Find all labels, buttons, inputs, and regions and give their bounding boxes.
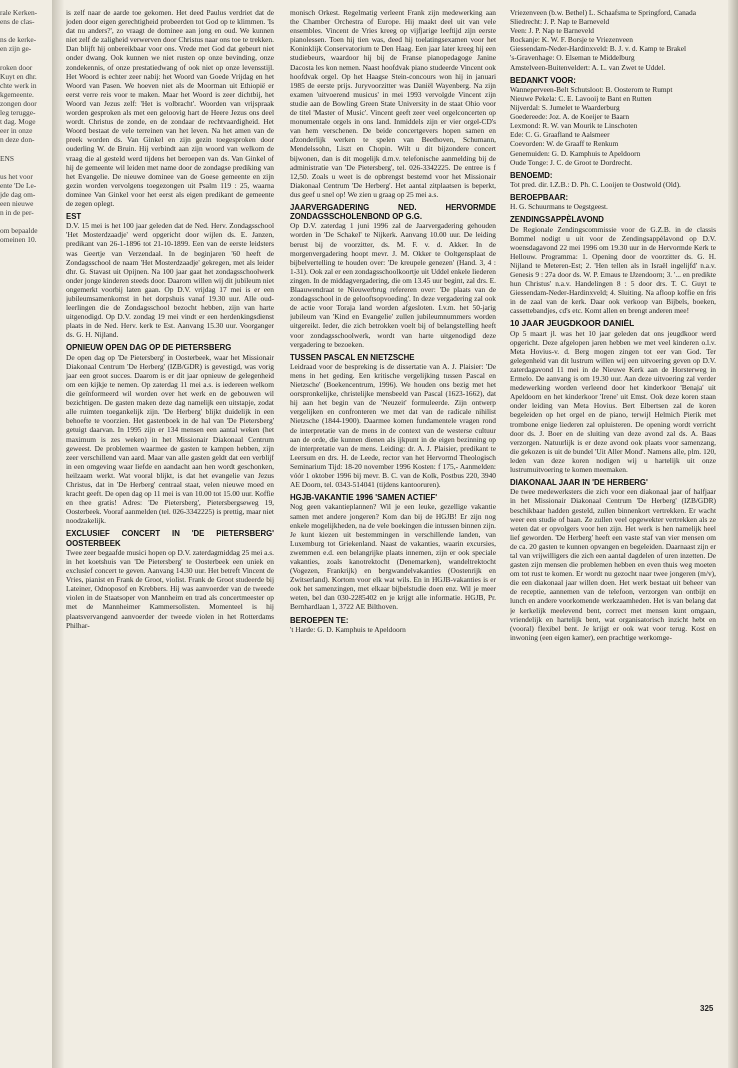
fragment-line: [0, 53, 50, 62]
article-heading: EST: [66, 212, 82, 222]
fragment-line: n in de per-: [0, 208, 34, 218]
fragment-line: [0, 163, 50, 172]
fragment-line: [0, 217, 50, 226]
fragment-line: chte werk in: [0, 80, 37, 90]
article-paragraph: Nog geen vakantieplannen? Wil je een leuke, gezellige vakantie samen met andere jongeren? Kom dan bij de HGJB! Er zijn nog enkele mogelijkheden, na de vele boekingen die intussen binnen zijn. Je kunt kiezen uit bestemmingen in verschillende landen, van Luxemburg tot Griekenland. Naast de vakanties, waarin excursies, zwemmen e.d. een belangrijke plaats innemen, zijn er ook speciale vakanties, zoals kanotrektocht (Denemarken), wandeltrektocht (Vogezen, Frankrijk) en bergwandelvakanties (Oostenrijk en Zwitserland). Kortom voor elk wat wils. En in HGJB-vakanties is er ook het samenzingen, met elkaar bijbelstudie doen enz. Wil je meer weten, bel dan 030-2285402 en je krijgt alle informatie. HGJB, Pr. Bernhardlaan 1, 3722 AE Bilthoven.: [290, 502, 496, 612]
article-paragraph: Nijverdal: S. Jumelet te Waarderburg: [510, 103, 620, 113]
fragment-line: om bepaalde: [0, 226, 38, 236]
article-paragraph: Twee zeer begaafde musici hopen op D.V. zaterdagmiddag 25 mei a.s. in het koetshuis van 'De Pietersberg' te Oosterbeek een uniek en exclusief concert te geven. Aanvang 14.30 uur. Het betreft Vincent de Vries, pianist en Frank de Groot, violist. Frank de Groot studeerde bij Lateiner, Odnoposof en Krebbers. Hij was aanvoerder van de tweede violen in de Staatsoper von Mannheim en trad als concertmeester op met de Mannheimer Kammersolisten. Momenteel is hij plaatsvervangend aanvoerder der tweede violen in het Rotterdams Philhar-: [66, 547, 274, 630]
fragment-line: ENS: [0, 153, 14, 163]
fragment-line: ens de clas-: [0, 17, 35, 27]
article-paragraph: 't Harde: G. D. Kamphuis te Apeldoorn: [290, 624, 406, 634]
article-paragraph: Nieuwe Pekela: C. E. Lavooij te Bant en Rutten: [510, 93, 652, 103]
article-paragraph: Op 5 maart jl. was het 10 jaar geleden dat ons jeugdkoor werd opgericht. Deze afgelopen jaren hebben we met veel kinderen o.l.v. Meta Hovius-v. d. Berg mogen zingen tot eer van God. Ter gelegenheid van dit lustrum willen wij een uitvoering geven op D.V. zaterdagavond 11 mei in de Nieuwe Kerk aan de Horsterweg in Ermelo. De aanvang is om 19.30 uur. Aan deze uitvoering zal verder medewerking worden verleend door het kinderkoor 'Benaja' uit Apeldoorn en het kinderkoor 'Irene' uit Emst. Ook deze koren staan onder leiding van Meta Hovius. Bert Elbertsen zal de koren begeleiden op het orgel en de piano, terwijl Helmich Pierik met trombone enige liederen zal opluisteren. De opening wordt verricht door ds. J. Boer en de sluiting van deze avond zal ds. A. Baas verzorgen. Natuurlijk is er deze avond ook plaats voor samenzang, die gekozen is uit de bundel 'Uit Aller Mond'. Namens alle, plm. 120, leden van deze koren nodigen wij u hartelijk uit onze lustrumuitvoering te komen meemaken.: [510, 328, 716, 475]
article-paragraph: Coevorden: W. de Graaff te Renkum: [510, 139, 619, 149]
article-heading: EXCLUSIEF CONCERT IN 'DE PIETERSBERG' OOSTERBEEK: [66, 529, 274, 548]
article-heading: BEDANKT VOOR:: [510, 75, 576, 85]
article-paragraph: D.V. 15 mei is het 100 jaar geleden dat de Ned. Herv. Zondagsschool 'Het Mosterdzaadje' werd opgericht door wijlen ds. E. Janzen, predikant van 26-1-1896 tot 21-10-1899. Een van de eerste leidsters was Geertje van Verzendaal. In de beginjaren '60 heeft de Zondagsschool de naam 'Het Mosterdzaadje' gekregen, met als leider dhr. G. Stavast uit Opijnen. Na 100 jaar gaat het zondagsschoolwerk onder jonge kinderen steeds door. Daarom willen wij dit jubileum niet ongemerkt voorbij laten gaan. Op D.V. vrijdag 17 mei is er een jubileumsamenkomst in het dorpshuis vanaf 19.30 uur. Alle oud-leerlingen die de Zondagsschool bezocht hebben, zijn van harte uitgenodigd. Op D.V. zondag 19 mei vindt er een herdenkingsdienst plaats in de Ned. Herv. kerk te Est. Aanvang 15.30 uur. Voorganger ds. G. H. Nijland.: [66, 221, 274, 340]
article-heading: HGJB-VAKANTIE 1996 'SAMEN ACTIEF': [290, 493, 438, 503]
column-2: [290, 8, 496, 1018]
article-heading: 10 JAAR JEUGDKOOR DANIËL: [510, 318, 635, 329]
article-heading: OPNIEUW OPEN DAG OP DE PIETERSBERG: [66, 343, 232, 353]
article-paragraph: Goedereede: Joz. A. de Koeijer te Baarn: [510, 112, 630, 122]
fragment-line: ns de kerke-: [0, 35, 37, 45]
article-paragraph: Oude Tonge: J. C. de Groot te Dordrecht.: [510, 157, 633, 167]
fragment-line: kgemeente.: [0, 89, 34, 99]
fragment-line: n deze don-: [0, 135, 35, 145]
fragment-line: jde dag om-: [0, 189, 36, 199]
fragment-line: leg terugge-: [0, 108, 36, 118]
fragment-line: zongen door: [0, 98, 37, 108]
article-paragraph: H. G. Schuurmans te Oegstgeest.: [510, 202, 608, 212]
fragment-line: Kuyt en dhr.: [0, 71, 37, 81]
article-paragraph: Ede: C. G. Graafland te Aalsmeer: [510, 130, 610, 140]
article-heading: JAARVERGADERING NED. HERVORMDE ZONDAGSSCHOLENBOND OP G.G.: [290, 202, 496, 222]
article-paragraph: is zelf naar de aarde toe gekomen. Het deed Paulus verdriet dat de joden door eigen gerechtigheid probeerden tot God op te klimmen. 'Is dat nu anders?', zo vraagt de dominee aan jong en oud. We kunnen niet zelf de zaligheid verwerven door Christus naar ons toe te trekken. Dan blijft hij onbereikbaar voor ons. Vrede met God dat gebeurt niet onder dwang. Ook kunnen we niet rusten op onze bevinding, onze zondekennis, of onze prestatiedwang of ook niet op onze levensstijl. Het Woord is echter zeer nabij: het Woord van Goede Vrijdag en het Woord van Pasen. We hoeven niet als de Moorman uit Ethiopië er eerst verre reis voor te maken. Maar het Woord is zeer dichtbij, het Woord van Jezus zelf: 'Het is volbracht'. Woorden van vrijspraak worden gesproken als met een geloovig hart de Heere Jezus ons deel wordt. Christus de zonde, en de zondaar de rechtvaardigheid. Het Woord bestaat de vele terreinen van het leven. Na het amen van de preek worden ds. Van Ginkel en zijn gezin toegesproken door ouderling W. de Bruin. Hij verbindt aan zijn woord van welkom de vraag die al gesteld werd tijdens het beroepen van ds. Van Ginkel of hij de gemeente wil leiden met name door de zondagse prediking van het Evangelie. De nieuwe dominee van de Goese gemeente en zijn gezin worden vervolgens toegezongen uit Psalm 119 : 25, waarna dominee Van Ginkel voor het eerst als eigen predikant de gemeente de zegen oplegt.: [66, 8, 274, 208]
article-paragraph: monisch Orkest. Regelmatig verleent Frank zijn medewerking aan the Chamber Orchestra of Europe. Hij maakt deel uit van vele ensembles. Vincent de Vries kreeg op vijfjarige leeftijd zijn eerste pianolessen. Toen hij tien was, deed hij toelatingsexamen voor het Koninklijk Conservatorium te Den Haag. Een jaar later kreeg hij een studiebeurs, waardoor hij bij de Franse pianopedagoge Janine Dacosta les kon nemen. Naast hoofdvak piano studeerde Vincent ook hoofdvak orgel. Op het Haagse Stein-concours won hij in januari 1985 de eerste prijs. Juryvoorzitter was Daniël Wayenberg. Na zijn examen 'uitvoerend musicus' in mei 1993 vervolgde Vincent zijn studie aan de Bowling Green State University in de staat Ohio voor de titel 'Master of Music'. Vincent geeft zeer veel orgelconcerten op monumentale orgels in ons land. Inmiddels zijn er vier orgel-CD's van hem verschenen. De beide concertgevers hopen samen en afzonderlijk werken te spelen van Beethoven, Schumann, Mendelssohn, Liszt en Chopin. Wilt u dit bijzondere concert bijwonen, dan is dit mogelijk d.m.v. telefonische aanmelding bij de administratie van 'De Pietersberg', tel. 026-3342225. De entree is f 12,50. Zoals u weet is de opbrengst bestemd voor het Missionair Diakonaal Centrum 'De Herberg'. Het aantal zitplaatsen is beperkt, dus geef u snel op! We zien u graag op 25 mei a.s.: [290, 8, 496, 199]
fragment-line: roken door: [0, 62, 33, 72]
page-edge: [728, 0, 738, 1068]
article-paragraph: Leidraad voor de bespreking is de dissertatie van A. J. Plaisier: 'De mens in het geding. Een kritische vergelijking tussen Pascal en Nietzsche' (Boekencentrum, 1996). We houden ons bezig met het oorspronkelijke, christelijke mensbeeld van Pascal (1623-1662), dat hij aan het begin van de 'Neuzeit' formuleerde. Zijn ontwerp vergelijken en confronteren we met dat van de radicale nihilist Nietzsche (1844-1900). Daarmee komen fundamentele vragen rond de interpretatie van de mens in de context van de westerse cultuur aan de orde, die kunnen dienen als ijkpunt in de eigen bezinning op de interpretatie van de mens. Leiding: dr. A. J. Plaisier, predikant te Leersum en drs. H. de Leede, rector van het Hervormd Theologisch Seminarium Tijd: 18-20 november 1996 Kosten: f 175,- Aanmelden: vóór 1 oktober 1996 bij mevr. B. C. van de Kolk, Postbus 220, 3940 AE Doorn, tel. 0343-514041 (tijdens kantooruren).: [290, 361, 496, 490]
fragment-line: [0, 144, 50, 153]
article-heading: BEROEPEN TE:: [290, 615, 349, 625]
article-heading: ZENDINGSAPPÈLAVOND: [510, 215, 604, 225]
column-3: [510, 8, 716, 1018]
article-paragraph: Sliedrecht: J. P. Nap te Barneveld: [510, 17, 610, 27]
article-paragraph: De open dag op 'De Pietersberg' in Oosterbeek, waar het Missionair Diakonaal Centrum 'De Herberg' (IZB/GDR) is gevestigd, was vorig jaar een groot succes. Daarom is er dit jaar opnieuw de gelegenheid om een kijkje te nemen. Op zaterdag 11 mei a.s. is iedereen welkom die geïnformeerd wil worden over het werk en de gebouwen wil bezichtigen. De gasten maken deze dag namelijk een uitstapje, zodat alle ruimten toegankelijk zijn. 'De Herberg' blijkt duidelijk in een behoefte te voorzien. Het gastenboek in de hal van 'De Pietersberg' getuigt daarvan. In 1995 zijn er 134 mensen een aantal weken (het maximum is zes weken) in het Missionair Diakonaal Centrum geweest. De problemen waarmee de gasten te kampen hebben, zijn zeer verschillend van aard. Maar van alle gasten geldt dat een verblijf in een omgeving waar liefde en aandacht aan hen wordt geschonken, heilzaam werkt. Wat vooral blijkt, is dat het evangelie van Jezus Christus, dat in 'De Herberg' centraal staat, velen nieuwe moed en kracht geeft. De open dag op 11 mei is van 10.00 tot 15.00 uur. Koffie en thee gratis! Adres: 'De Pietersberg', Pietersbergseweg 19, Oosterbeek. Vooraf aanmelden (tel. 026-3342225) is prettig, maar niet noodzakelijk.: [66, 352, 274, 526]
article-heading: BENOEMD:: [510, 170, 553, 180]
article-paragraph: De twee medewerksters die zich voor een diakonaal jaar of halfjaar in het Missionair Diakonaal Centrum 'De Herberg' (IZB/GDR) beschikbaar hadden gesteld, zullen binnenkort vertrekken. Er wacht weer een studie of baan. Ze zullen veel opgewekter vertrekken als ze weten dat er opvolgers voor hen zijn. Het werk is hen namelijk heel lief geworden. 'De Herberg' heeft een vaste staf van vier mensen om de ca. 20 gasten te kunnen opvangen en begeleiden. Daarnaast zijn er tal van vrijwilligers die zich een aantal dagdelen of uren inzetten. De gasten zijn mensen die problemen hebben en even thuis weg moeten om tot rust te komen. Er wordt nu gezocht naar twee jongeren (m/v), die een diakonaal jaar willen doen. Het werk bestaat uit beheer van de receptie, aannemen van de telefoon, verzorgen van ontbijt en lunch en andere voorkomende werkzaamheden. Het is van belang dat je kerkelijk meelevend bent, correct met mensen kunt omgaan, vriendelijk en hartelijk bent, wat organisatorisch inzicht hebt en (vooral) flexibel bent. Je krijgt er ook wat voor terug. Kost en inwoning (een eigen kamer), een prachtige werkomge-: [510, 487, 716, 642]
article-paragraph: Op D.V. zaterdag 1 juni 1996 zal de Jaarvergadering gehouden worden in 'De Schakel' te Nijkerk. Aanvang 10.00 uur. De leiding berust bij de voorzitter, ds. M. F. v. d. Akker. In de morgenvergadering hoopt mevr. J. M. Okker te Ooltgensplaat de bijbelvertelling te houden over: 'De kreupele genezen' (Hand. 3, 4 : 1-31). Ook zal er een zondagsschoolkoortje uit Uddel enkele liederen zingen. In de middagvergadering, die om 13.45 uur begint, zal drs. E. Blaauwendraat te Nieuwerbrug refereren over: 'De plaats van de zondagsschool in de gelooftsopvoeding'. In deze vergadering zal ook de actie voor Toraja land worden afgesloten. I.v.m. het 50-jarig jubileum van 'Kind en Evangelie' zullen jubileumnummers worden uitgereikt. Ieder, die zich betrokken voelt bij of belangstelling heeft voor zondagsschoolwerk, wordt van harte uitgenodigd deze vergadering te bezoeken.: [290, 221, 496, 349]
fragment-line: en zijn ge-: [0, 44, 32, 54]
page-number: 325: [700, 1004, 714, 1013]
fragment-line: t dag. Moge: [0, 117, 36, 127]
article-heading: TUSSEN PASCAL EN NIETZSCHE: [290, 352, 415, 362]
article-paragraph: Wanneperveen-Belt Schutsloot: B. Oosterom te Rumpt: [510, 84, 673, 94]
fragment-line: [0, 26, 50, 35]
fragment-line: us het voor: [0, 171, 33, 181]
article-heading: DIAKONAAL JAAR IN 'DE HERBERG': [510, 478, 648, 488]
article-paragraph: 's-Gravenhage: O. Elseman te Middelburg: [510, 53, 635, 63]
fragment-line: eer in onze: [0, 126, 33, 136]
article-paragraph: Genemuiden: G. D. Kamphuis te Apeldoorn: [510, 148, 641, 158]
left-page-fragment: [0, 8, 50, 608]
fragment-line: een nieuwe: [0, 198, 34, 208]
fragment-line: rale Kerken-: [0, 8, 38, 17]
page-spine: [52, 0, 64, 1068]
fragment-line: ente 'De Le-: [0, 180, 37, 190]
article-paragraph: Lexmond: R. W. van Mourik te Linschoten: [510, 121, 638, 131]
fragment-line: omeinen 10.: [0, 235, 37, 245]
article-paragraph: Vriezenveen (b.w. Bethel) L. Schaafsma te Springford, Canada: [510, 8, 697, 17]
article-paragraph: Giessendam-Neder-Hardinxveld: B. J. v. d. Kamp te Brakel: [510, 44, 687, 54]
article-heading: BEROEPBAAR:: [510, 193, 569, 202]
column-1: [66, 8, 274, 1018]
article-paragraph: Veen: J. P. Nap te Barneveld: [510, 26, 594, 36]
article-paragraph: De Regionale Zendingscommissie voor de G.Z.B. in de classis Bommel nodigt u uit voor de Zendingsappèlavond op D.V. woensdagavond 22 mei 1996 om 19.30 uur in de Hervormde Kerk te Hellouw. Programma: 1. Opening door de voorzitter ds. G. H. Nijland te Meteren-Est; 2. 'Hen tellen als in Israël ingelijfd' n.a.v. Genesis 9 : 27a door ds. W. P. Emaus te IJzendoorn; 3. '... en predikte hun Christus' n.a.v. Handelingen 8 : 5 door drs. T. C. Guyt te Giessendam-Neder-Hardinxveld; 4. Sluiting. Na afloop koffie en fris in de zaal van de kerk. Daar ook verkoop van Bijbels, boeken, cassettebandjes, cd's etc. Komt allen en brengt anderen mee!: [510, 224, 716, 316]
article-paragraph: Amstelveen-Buitenveldert: A. L. van Zwet te Uddel.: [510, 62, 666, 72]
article-paragraph: Rockanje: K. W. F. Borsje te Vriezenveen: [510, 35, 634, 45]
article-paragraph: Tot pred. dir. I.Z.B.: D. Ph. C. Looijen te Oostwold (Old).: [510, 179, 681, 189]
